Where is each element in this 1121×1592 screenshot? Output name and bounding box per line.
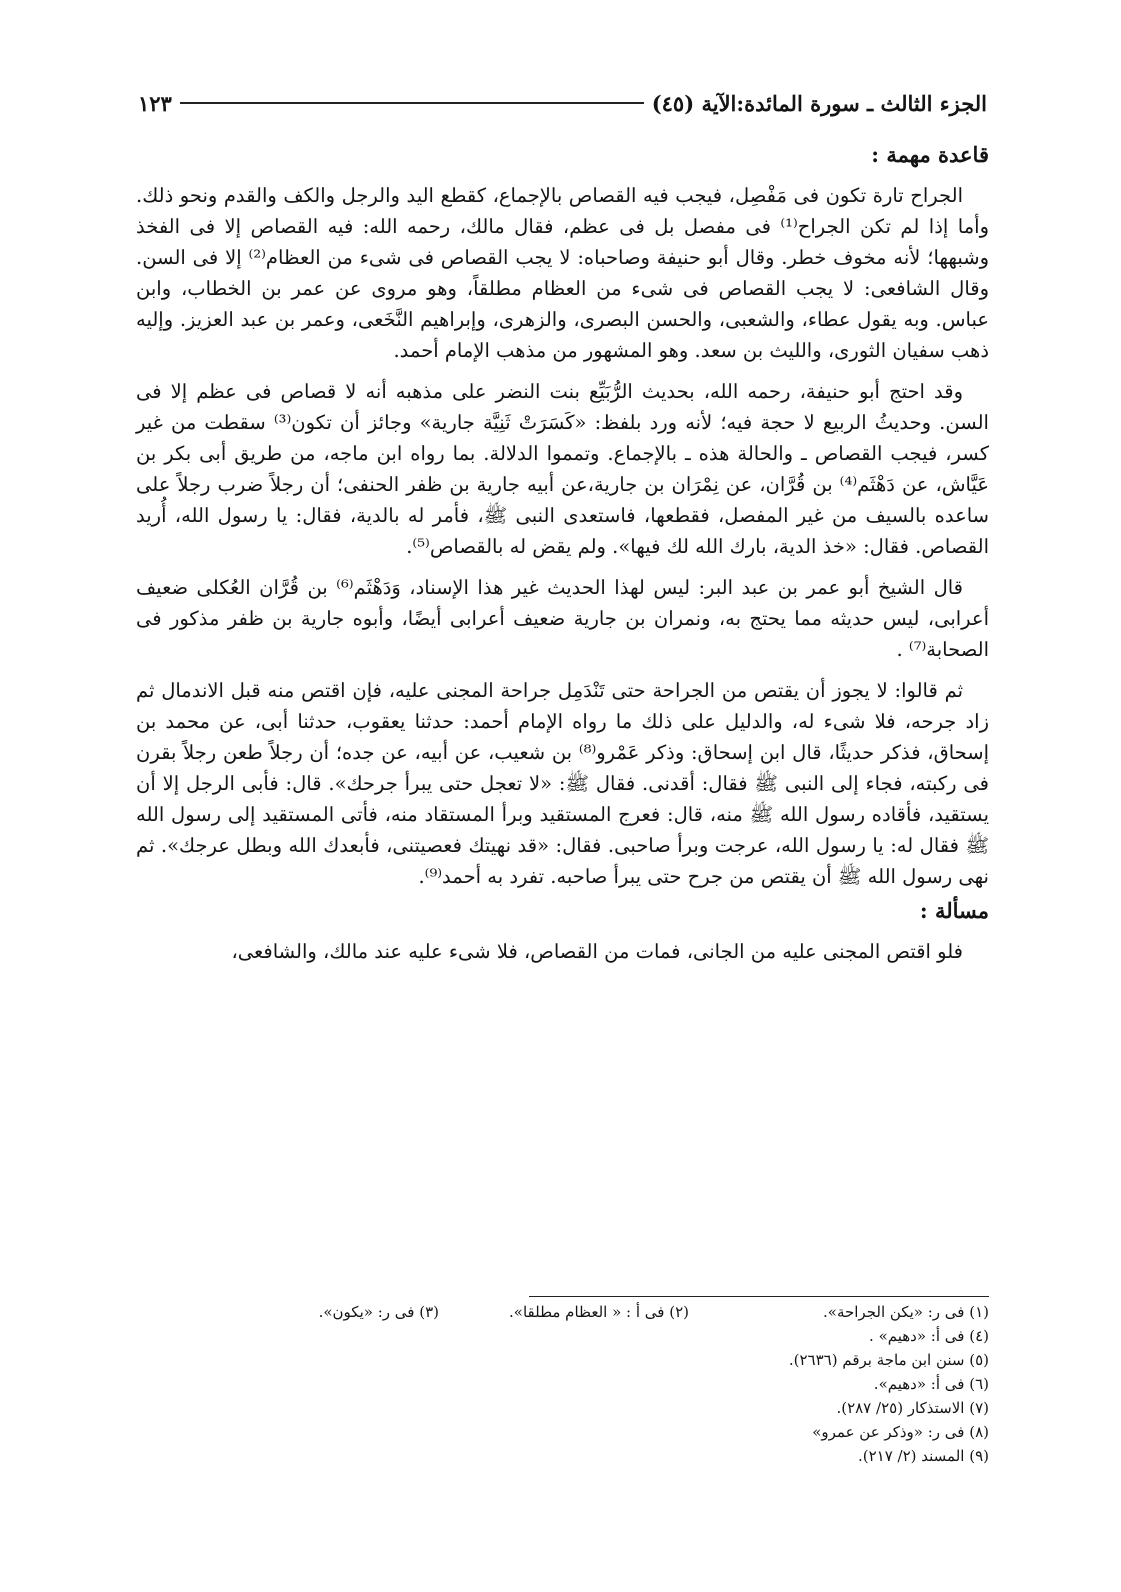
footnote: (٧) الاستذكار (٢٥/ ٢٨٧). <box>836 1399 989 1417</box>
footnote-row <box>136 1300 989 1324</box>
paragraph: قال الشيخ أبو عمر بن عبد البر: ليس لهذا الحديث غير هذا الإسناد، وَدَهْثَم⁽⁶⁾ بن قُرَّان العُكلى ضعيف أعرابى، ليس حديثه مما يحتج به، ونمران بن جارية ضعيف أعرابى أيضًا، وأبوه جارية بن ظفر مذكور فى الصحابة⁽⁷⁾ . <box>136 576 989 661</box>
paragraph: ثم قالوا: لا يجوز أن يقتص من الجراحة حتى تَنْدَمِل جراحة المجنى عليه، فإن اقتص منه قبل الاندمال ثم زاد جرحه، فلا شىء له، والدليل على ذلك ما رواه الإمام أحمد: حدثنا يعقوب، حدثنا أبى، عن محمد بن إسحاق، فذكر حديثًا، قال ابن إسحاق: وذكر عَمْرو⁽⁸⁾ بن شعيب، عن أبيه، عن جده؛ أن رجلاً طعن رجلاً بقرن فى ركبته، فجاء إلى النبى ﷺ فقال: أقدنى. فقال ﷺ: «لا تعجل حتى يبرأ جرحك». قال: فأبى الرجل إلا أن يستقيد، فأقاده رسول الله ﷺ منه، قال: فعرج المستقيد وبرأ المستقاد منه، فأتى المستقيد إلى رسول الله ﷺ فقال له: يا رسول الله، عرجت وبرأ صاحبى. فقال: «قد نهيتك فعصيتنى، فأبعدك الله وبطل عرجك». ثم نهى رسول الله ﷺ أن يقتص من جرح حتى يبرأ صاحبه. تفرد به أحمد⁽⁹⁾. <box>136 679 989 888</box>
paragraph: الجراح تارة تكون فى مَفْصِل، فيجب فيه القصاص بالإجماع، كقطع اليد والرجل والكف والقدم ونحو ذلك. وأما إذا لم تكن الجراح⁽¹⁾ فى مفصل بل فى عظم، فقال مالك، رحمه الله: فيه القصاص إلا فى الفخذ وشبهها؛ لأنه مخوف خطر. وقال أبو حنيفة وصاحباه: لا يجب القصاص فى شىء من العظام⁽²⁾ إلا فى السن. وقال الشافعى: لا يجب القصاص فى شىء من العظام مطلقاً، وهو مروى عن عمر بن الخطاب، وابن عباس. وبه يقول عطاء، والشعبى، والحسن البصرى، والزهرى، وإبراهيم النَّخَعى، وعمر بن عبد العزيز. وإليه ذهب سفيان الثورى، والليث بن سعد. وهو المشهور من مذهب الإمام أحمد. <box>136 184 990 362</box>
footnote: (١) فى ر: «يكن الجراحة». <box>823 1303 989 1321</box>
footnote-separator <box>529 1296 989 1297</box>
section-heading: قاعدة مهمة : <box>871 142 989 167</box>
main-text <box>136 140 989 977</box>
paragraph: فلو اقتص المجنى عليه من الجانى، فمات من القصاص، فلا شىء عليه عند مالك، والشافعى، <box>231 940 963 963</box>
footnote: (٦) فى أ: «دهيم». <box>873 1375 989 1393</box>
footnote: (٨) فى ر: «وذكر عن عمرو» <box>812 1423 989 1441</box>
running-title: الجزء الثالث ـ سورة المائدة:الآية (٤٥) <box>651 90 987 116</box>
footnote: (٥) سنن ابن ماجة برقم (٢٦٣٦). <box>788 1351 989 1369</box>
footnote: (٣) فى ر: «يكون». <box>318 1303 439 1321</box>
footnotes <box>136 1300 989 1468</box>
running-header <box>138 86 987 120</box>
section-heading: مسألة : <box>919 898 989 923</box>
paragraph: وقد احتج أبو حنيفة، رحمه الله، بحديث الرُّبَيِّع بنت النضر على مذهبه أنه لا قصاص فى عظم إلا فى السن. وحديثُ الربيع لا حجة فيه؛ لأنه ورد بلفظ: «كَسَرَتْ ثَنِيَّة جارية» وجائز أن تكون⁽³⁾ سقطت من غير كسر، فيجب القصاص ـ والحالة هذه ـ بالإجماع. وتمموا الدلالة. بما رواه ابن ماجه، من طريق أبى بكر بن عَيَّاش، عن دَهْثَم⁽⁴⁾ بن قُرَّان، عن نِمْرَان بن جارية،عن أبيه جارية بن ظفر الحنفى؛ أن رجلاً ضرب رجلاً على ساعده بالسيف من غير المفصل، فقطعها، فاستعدى النبى ﷺ، فأمر له بالدية، فقال: يا رسول الله، أُريد القصاص. فقال: «خذ الدية، بارك الله لك فيها». ولم يقض له بالقصاص⁽⁵⁾. <box>136 380 990 558</box>
footnote: (٤) فى أ: «دهيم» . <box>869 1327 989 1345</box>
footnote: (٢) فى أ : « العظام مطلقا». <box>509 1303 689 1321</box>
page-number: ١٢٣ <box>138 90 172 116</box>
header-rule <box>180 102 644 104</box>
footnote: (٩) المسند (٢/ ٢١٧). <box>857 1447 989 1465</box>
